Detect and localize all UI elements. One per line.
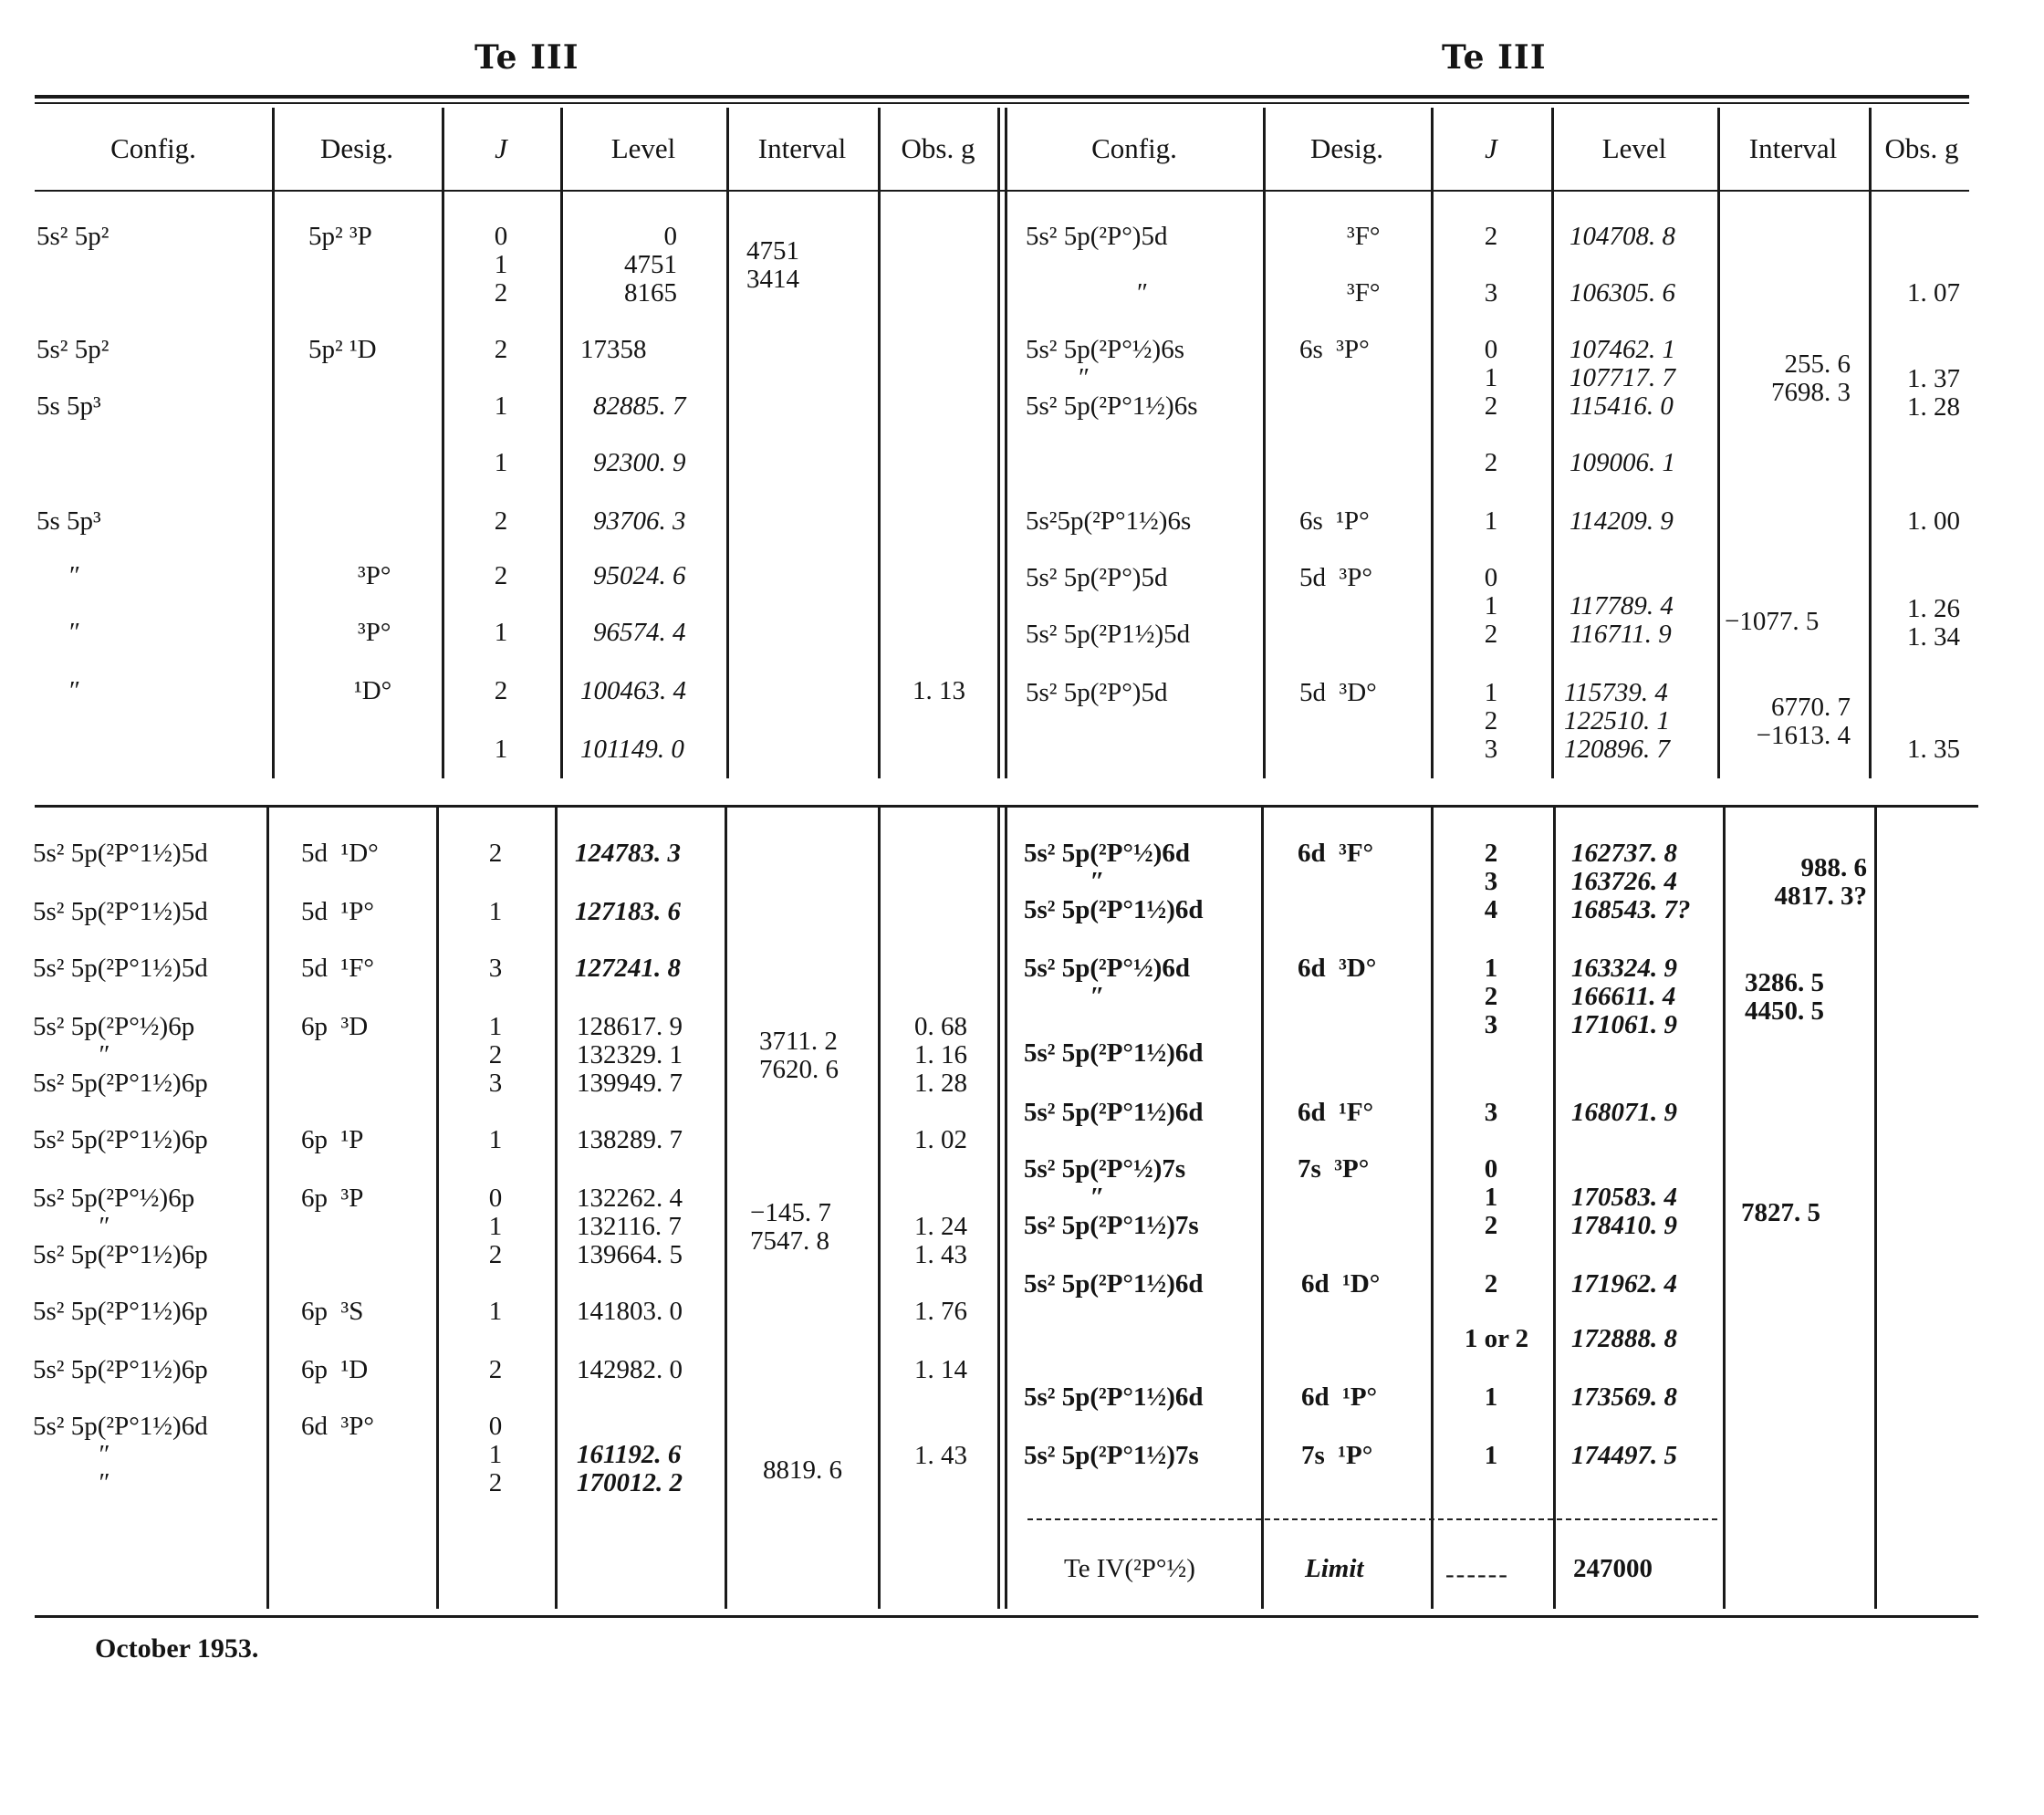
config-cell: 5s² 5p(²P°1½)6p <box>33 1297 208 1326</box>
j-cell: 1 <box>1484 1382 1498 1412</box>
column-divider <box>1261 808 1264 1609</box>
config-cell: 5s² 5p(²P°½)6s ″ 5s² 5p(²P°1½)6s <box>1026 335 1198 421</box>
config-cell: 5s² 5p(²P°1½)5d <box>33 954 208 983</box>
config-cell: 5s² 5p(²P°1½)6d <box>1024 1098 1204 1127</box>
level-cell: 170583. 4 178410. 9 <box>1571 1183 1677 1240</box>
interval-cell: 4751 3414 <box>746 236 799 294</box>
interval-cell: 988. 6 4817. 3? <box>1774 853 1867 911</box>
column-divider <box>1723 808 1726 1609</box>
config-cell: 5s² 5p(²P°1½)5d <box>33 839 208 868</box>
level-cell: 141803. 0 <box>577 1297 683 1326</box>
j-cell: 1 2 3 <box>488 1012 503 1098</box>
level-cell: 173569. 8 <box>1571 1382 1677 1412</box>
ditto-mark: ″ <box>1137 278 1149 308</box>
j-cell: 1 <box>1484 1441 1498 1470</box>
desig-cell: 6d ¹F° <box>1298 1098 1374 1127</box>
level-cell: 171962. 4 <box>1571 1269 1677 1299</box>
column-divider <box>1431 108 1434 778</box>
header-config: Config. <box>110 132 196 164</box>
level-cell: 106305. 6 <box>1570 278 1675 308</box>
header-rule <box>35 190 1969 192</box>
column-divider <box>555 808 558 1609</box>
j-cell: 2 <box>1484 448 1498 477</box>
column-divider <box>1874 808 1877 1609</box>
j-cell: 1 <box>488 897 503 926</box>
column-divider <box>997 108 1000 778</box>
level-cell: 124783. 3 <box>575 839 681 868</box>
j-cell: 3 <box>488 954 503 983</box>
j-cell: 0 1 2 <box>1484 563 1498 649</box>
desig-cell: 7s ¹P° <box>1301 1441 1373 1470</box>
config-cell: 5s² 5p(²P°½)6p ″ 5s² 5p(²P°1½)6p <box>33 1184 208 1269</box>
interval-cell: 3711. 2 7620. 6 <box>759 1027 839 1084</box>
limit-level: 247000 <box>1573 1554 1653 1583</box>
right-table-title: Te III <box>1442 38 1547 77</box>
j-cell: 1 <box>494 735 508 764</box>
level-cell: 142982. 0 <box>577 1355 683 1384</box>
desig-cell: 6p ¹D <box>301 1355 369 1384</box>
j-cell: 1 <box>494 448 508 477</box>
config-cell: 5s² 5p(²P°1½)6d <box>1024 1382 1204 1412</box>
config-cell: 5s² 5p(²P°1½)6d ″ ″ <box>33 1412 208 1497</box>
j-cell: 2 <box>494 335 508 364</box>
interval-cell: −145. 7 7547. 8 <box>750 1198 831 1256</box>
level-cell: 172888. 8 <box>1571 1324 1677 1353</box>
config-cell: 5s² 5p(²P°)5d <box>1026 222 1168 251</box>
header-interval: Interval <box>1748 132 1838 164</box>
obs-g-cell: 1. 43 <box>914 1441 967 1470</box>
level-cell: 128617. 9 132329. 1 139949. 7 <box>577 1012 683 1098</box>
column-divider <box>266 808 269 1609</box>
config-cell: 5s² 5p² <box>36 335 110 364</box>
column-divider <box>878 808 881 1609</box>
desig-cell: ³P° <box>358 618 391 647</box>
column-divider <box>726 108 729 778</box>
level-cell: 114209. 9 <box>1570 506 1674 536</box>
column-divider <box>1717 108 1720 778</box>
ditto-mark: ″ <box>69 618 81 647</box>
j-cell: 0 1 2 <box>494 222 508 308</box>
j-cell: 1 <box>494 618 508 647</box>
config-cell: 5s²5p(²P°1½)6s <box>1026 506 1192 536</box>
config-cell: 5s² 5p(²P°½)6p ″ 5s² 5p(²P°1½)6p <box>33 1012 208 1098</box>
j-cell: 1 <box>494 391 508 421</box>
j-cell: 2 <box>494 506 508 536</box>
j-cell: 1 <box>488 1297 503 1326</box>
config-cell: 5s² 5p(²P°½)6d ″ 5s² 5p(²P°1½)6d <box>1024 839 1204 924</box>
j-cell: 0 1 2 <box>488 1412 503 1497</box>
interval-cell: 6770. 7 −1613. 4 <box>1756 693 1851 750</box>
j-cell: 1 or 2 <box>1464 1324 1529 1353</box>
desig-cell: 6d ¹D° <box>1301 1269 1381 1299</box>
header-config: Config. <box>1091 132 1177 164</box>
desig-cell: 6d ³D° <box>1298 954 1377 983</box>
j-cell: 0 1 2 <box>1484 1154 1498 1240</box>
desig-cell: 6p ¹P <box>301 1125 364 1154</box>
level-cell: 0 4751 8165 <box>624 222 677 308</box>
level-cell: 161192. 6 170012. 2 <box>577 1440 683 1497</box>
desig-cell: 6d ³F° <box>1298 839 1374 868</box>
j-cell: 2 <box>1484 1269 1498 1299</box>
config-cell: 5s² 5p(²P°)5d <box>1026 678 1168 707</box>
j-cell: 3 <box>1484 1098 1498 1127</box>
desig-cell: ³F° <box>1347 222 1381 251</box>
j-cell: 1 <box>1484 506 1498 536</box>
level-cell: 117789. 4 116711. 9 <box>1570 591 1674 649</box>
obs-g-cell: 0. 68 1. 16 1. 28 <box>914 1012 967 1098</box>
obs-g-cell: 1. 24 1. 43 <box>914 1212 967 1269</box>
config-cell: 5s² 5p(²P°1½)7s <box>1024 1441 1199 1470</box>
column-divider <box>1869 108 1872 778</box>
limit-config-cell: Te IV(²P°½) <box>1064 1554 1195 1583</box>
config-cell: 5s² 5p(²P°1½)6d <box>1024 1269 1204 1299</box>
desig-cell: 6s ³P° <box>1299 335 1370 364</box>
header-interval: Interval <box>757 132 847 164</box>
obs-g-cell: 1. 02 <box>914 1125 967 1154</box>
j-cell: 3 <box>1484 278 1498 308</box>
desig-cell: 5d ¹D° <box>301 839 379 868</box>
header-j: J <box>495 132 507 164</box>
column-divider <box>997 808 1000 1609</box>
header-obs-g: Obs. g <box>901 132 975 164</box>
header-level: Level <box>610 132 676 164</box>
column-divider <box>272 108 275 778</box>
left-table-title: Te III <box>474 38 579 77</box>
j-cell: 0 1 2 <box>488 1184 503 1269</box>
desig-cell: 7s ³P° <box>1298 1154 1370 1184</box>
ditto-mark: ″ <box>69 561 81 590</box>
desig-cell: 5p² ³P <box>308 222 372 251</box>
config-cell: 5s² 5p(²P°½)7s ″ 5s² 5p(²P°1½)7s <box>1024 1154 1199 1240</box>
header-obs-g: Obs. g <box>1884 132 1959 164</box>
level-cell: 96574. 4 <box>593 618 686 647</box>
desig-cell: ³F° <box>1347 278 1381 308</box>
header-j: J <box>1485 132 1497 164</box>
level-cell: 109006. 1 <box>1570 448 1675 477</box>
column-divider <box>1263 108 1266 778</box>
desig-cell: 5d ³D° <box>1299 678 1377 707</box>
interval-cell: 8819. 6 <box>763 1455 842 1485</box>
level-cell: 132262. 4 132116. 7 139664. 5 <box>577 1184 683 1269</box>
j-cell: 1 <box>488 1125 503 1154</box>
desig-cell: 6p ³D <box>301 1012 369 1041</box>
config-cell: 5s² 5p(²P°1½)6p <box>33 1125 208 1154</box>
j-cell: 2 <box>488 839 503 868</box>
desig-cell: 6p ³S <box>301 1297 364 1326</box>
j-cell: 2 <box>1484 222 1498 251</box>
j-cell: 1 2 3 <box>1484 954 1498 1039</box>
limit-j-dashes: ------ <box>1445 1559 1509 1589</box>
desig-cell: ¹D° <box>354 676 392 705</box>
header-level: Level <box>1601 132 1667 164</box>
j-cell: 0 1 2 <box>1484 335 1498 421</box>
header-desig: Desig. <box>1309 132 1384 164</box>
column-divider <box>725 808 727 1609</box>
level-cell: 127183. 6 <box>575 897 681 926</box>
obs-g-cell: 1. 00 <box>1907 506 1960 536</box>
level-cell: 163324. 9 166611. 4 171061. 9 <box>1571 954 1677 1039</box>
level-cell: 115739. 4 122510. 1 120896. 7 <box>1564 678 1670 764</box>
level-cell: 138289. 7 <box>577 1125 683 1154</box>
obs-g-cell: 1. 14 <box>914 1355 967 1384</box>
config-cell: 5s 5p³ <box>36 506 101 536</box>
publication-date: October 1953. <box>95 1633 259 1664</box>
desig-cell: 5p² ¹D <box>308 335 377 364</box>
desig-cell: 6d ¹P° <box>1301 1382 1378 1412</box>
config-cell: 5s 5p³ <box>36 391 101 421</box>
config-cell: 5s² 5p(²P°½)6d ″ 5s² 5p(²P°1½)6d <box>1024 954 1204 1068</box>
column-divider <box>1005 108 1007 778</box>
obs-g-cell: 1. 13 <box>912 676 965 705</box>
column-divider <box>878 108 881 778</box>
desig-cell: 5d ¹P° <box>301 897 374 926</box>
bottom-rule <box>35 1615 1978 1618</box>
obs-g-cell: 1. 35 <box>1907 735 1960 764</box>
desig-cell: 6s ¹P° <box>1299 506 1370 536</box>
limit-dashed-rule <box>1027 1518 1717 1520</box>
level-cell: 168071. 9 <box>1571 1098 1677 1127</box>
level-cell: 174497. 5 <box>1571 1441 1677 1470</box>
level-cell: 101149. 0 <box>580 735 684 764</box>
desig-cell: 6p ³P <box>301 1184 364 1213</box>
interval-cell: −1077. 5 <box>1725 607 1820 636</box>
desig-cell: 6d ³P° <box>301 1412 374 1441</box>
column-divider <box>1005 808 1007 1609</box>
obs-g-cell: 1. 26 1. 34 <box>1907 594 1960 652</box>
level-cell: 104708. 8 <box>1570 222 1675 251</box>
obs-g-cell: 1. 07 <box>1907 278 1960 308</box>
obs-g-cell: 1. 37 1. 28 <box>1907 364 1960 422</box>
top-double-rule-thin <box>35 102 1969 104</box>
config-cell: 5s² 5p(²P°1½)5d <box>33 897 208 926</box>
level-cell: 95024. 6 <box>593 561 686 590</box>
top-double-rule <box>35 95 1969 99</box>
level-cell: 92300. 9 <box>593 448 686 477</box>
level-cell: 107462. 1 107717. 7 115416. 0 <box>1570 335 1675 421</box>
limit-label: Limit <box>1305 1554 1364 1583</box>
interval-cell: 255. 6 7698. 3 <box>1771 349 1851 407</box>
level-cell: 17358 <box>580 335 647 364</box>
level-cell: 82885. 7 <box>593 391 686 421</box>
config-cell: 5s² 5p(²P°)5d 5s² 5p(²P1½)5d <box>1026 563 1191 649</box>
desig-cell: ³P° <box>358 561 391 590</box>
interval-cell: 7827. 5 <box>1741 1198 1820 1227</box>
column-divider <box>560 108 563 778</box>
ditto-mark: ″ <box>69 676 81 705</box>
level-cell: 162737. 8 163726. 4 168543. 7? <box>1571 839 1691 924</box>
j-cell: 2 <box>488 1355 503 1384</box>
header-desig: Desig. <box>319 132 394 164</box>
obs-g-cell: 1. 76 <box>914 1297 967 1326</box>
j-cell: 2 3 4 <box>1484 839 1498 924</box>
column-divider <box>1553 808 1556 1609</box>
j-cell: 2 <box>494 561 508 590</box>
column-divider <box>1551 108 1554 778</box>
interval-cell: 3286. 5 4450. 5 <box>1745 968 1824 1026</box>
desig-cell: 5d ¹F° <box>301 954 374 983</box>
config-cell: 5s² 5p(²P°1½)6p <box>33 1355 208 1384</box>
j-cell: 1 2 3 <box>1484 678 1498 764</box>
level-cell: 100463. 4 <box>580 676 686 705</box>
level-cell: 127241. 8 <box>575 954 681 983</box>
desig-cell: 5d ³P° <box>1299 563 1372 592</box>
level-cell: 93706. 3 <box>593 506 686 536</box>
j-cell: 2 <box>494 676 508 705</box>
config-cell: 5s² 5p² <box>36 222 110 251</box>
